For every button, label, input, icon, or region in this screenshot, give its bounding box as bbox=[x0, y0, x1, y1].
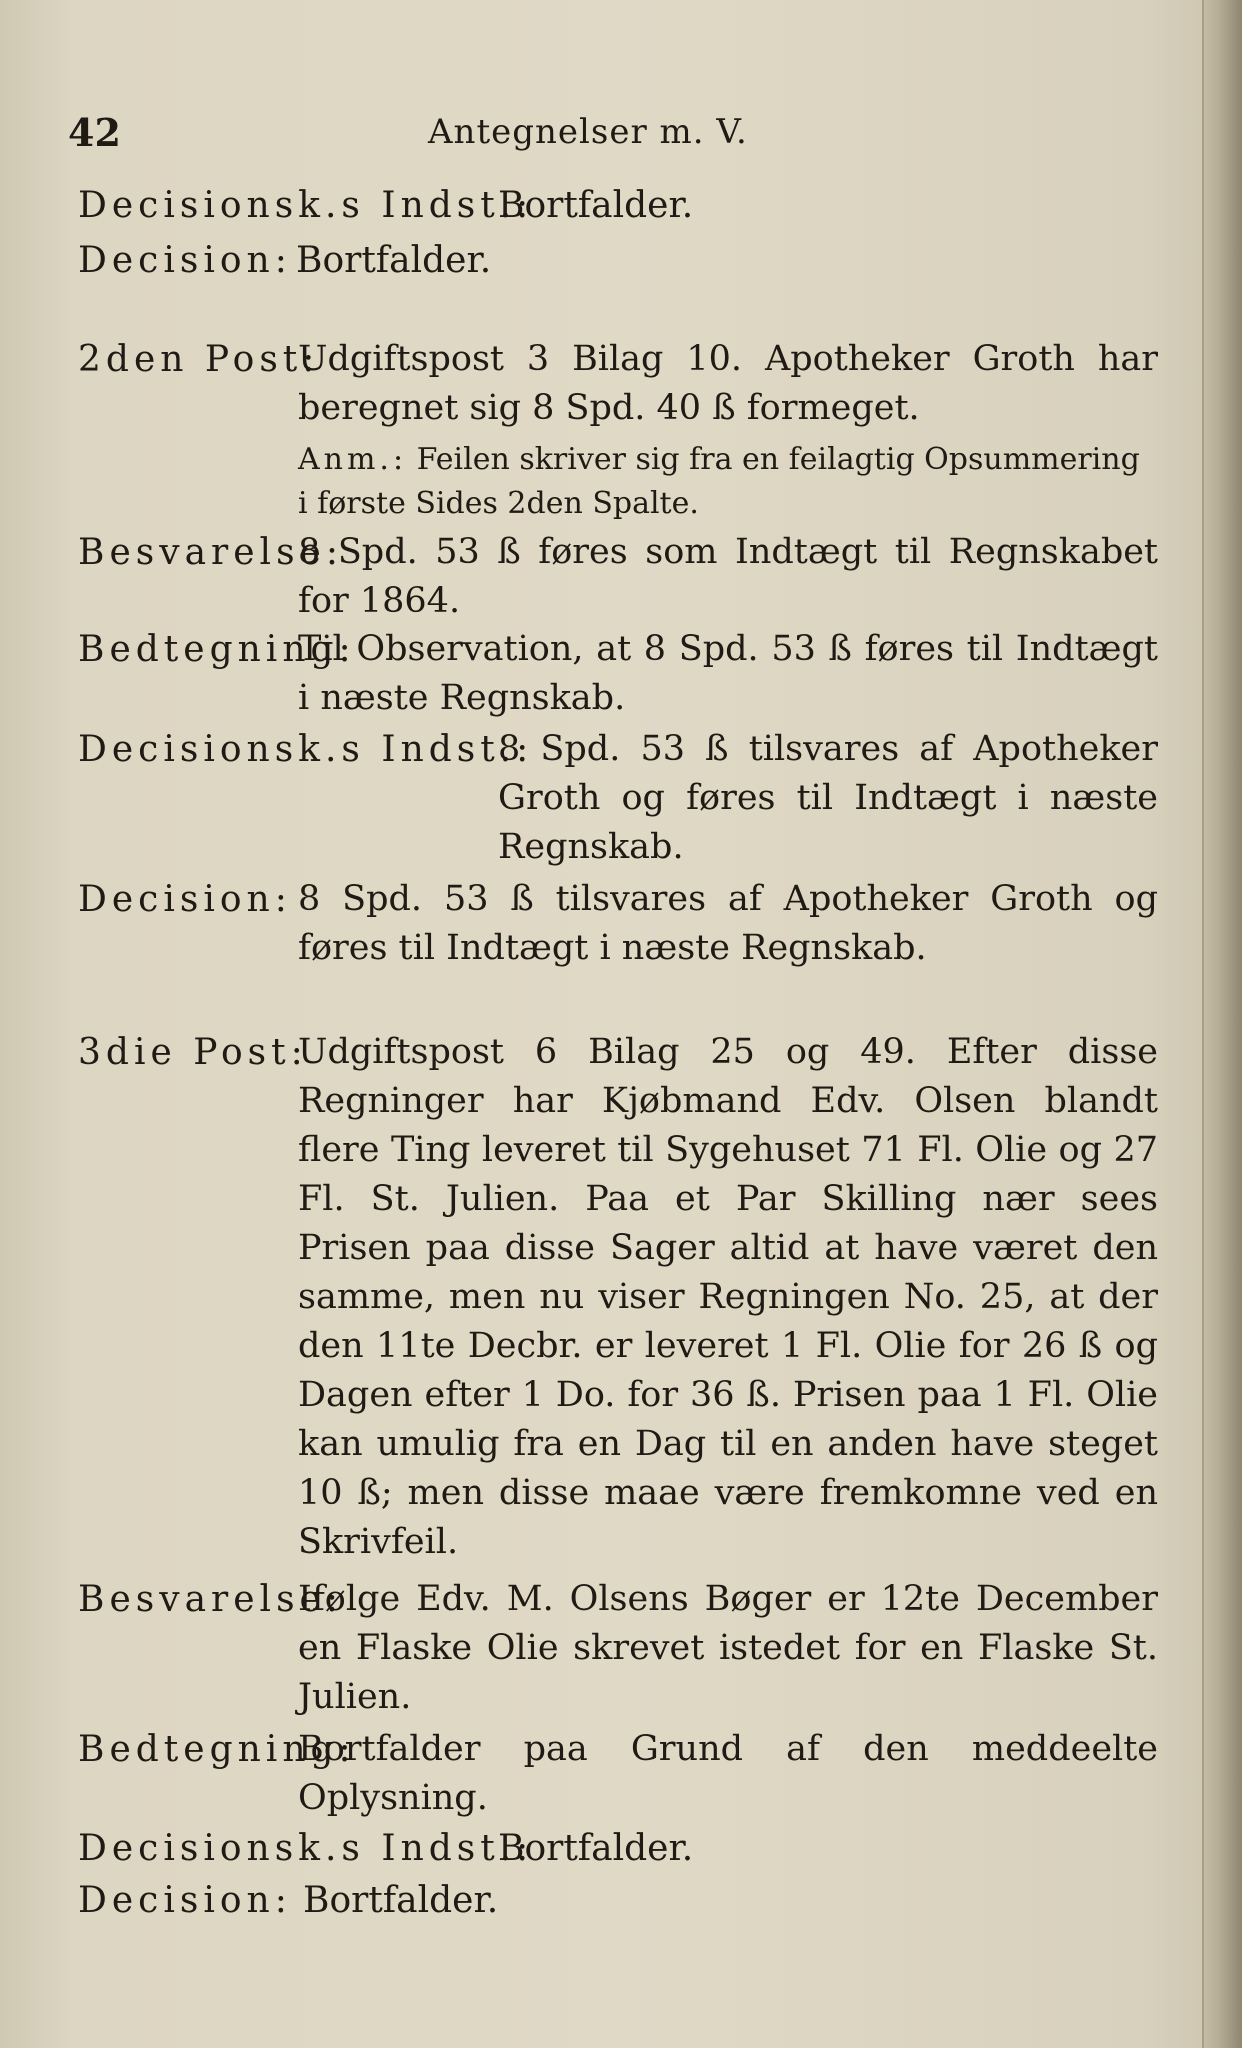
entry-text: Udgiftspost 3 Bilag 10. Apotheker Groth har beregnet sig 8 Spd. 40 ß formeget. bbox=[298, 339, 1158, 428]
entry-text: Bortfalder. bbox=[303, 1880, 499, 1921]
page-header bbox=[68, 110, 1148, 160]
entry-label: Decisionsk.s Indst.: bbox=[78, 1828, 534, 1869]
page-number: 42 bbox=[68, 110, 121, 155]
entry-label: Decisionsk.s Indst.: bbox=[78, 729, 534, 770]
running-head: Antegnelser m. V. bbox=[428, 112, 748, 152]
entry-text: Bortfalder. bbox=[498, 185, 694, 226]
page-fold-line bbox=[1202, 0, 1204, 2048]
entry-text: 8 Spd. 53 ß tilsvares af Apotheker Groth og føres til Indtægt i næste Regnskab. bbox=[298, 879, 1158, 968]
entry-text: Bortfalder paa Grund af den meddeelte Oplysning. bbox=[298, 1729, 1158, 1818]
entry-text: Ifølge Edv. M. Olsens Bøger er 12te December en Flaske Olie skrevet istedet for en Flaske St. Julien. bbox=[298, 1579, 1158, 1717]
entry-text: Bortfalder. bbox=[498, 1828, 694, 1869]
entry-label: Besvarelse: bbox=[78, 1579, 343, 1620]
entry-text: 8 Spd. 53 ß tilsvares af Apotheker Groth og føres til Indtægt i næste Regnskab. bbox=[498, 729, 1158, 867]
entry-label: 2den Post: bbox=[78, 339, 320, 380]
entry-text: Bortfalder. bbox=[296, 240, 492, 281]
entry-label: Decision: bbox=[78, 1880, 292, 1921]
entry-label: Decision: bbox=[78, 879, 292, 920]
note-paragraph bbox=[298, 438, 1148, 526]
note-label: Anm.: bbox=[298, 442, 408, 477]
entry-label: Bedtegning: bbox=[78, 1729, 356, 1770]
entry-label: Decision: bbox=[78, 240, 292, 281]
entry-text: Til Observation, at 8 Spd. 53 ß føres til Indtægt i næste Regnskab. bbox=[298, 629, 1158, 718]
entry-text: 8 Spd. 53 ß føres som Indtægt til Regnskabet for 1864. bbox=[298, 532, 1158, 621]
entry-label: Besvarelse: bbox=[78, 532, 343, 573]
entry-label: Bedtegning: bbox=[78, 629, 356, 670]
entry-label: Decisionsk.s Indst.: bbox=[78, 185, 534, 226]
entry-label: 3die Post: bbox=[78, 1032, 308, 1073]
entry-text: Udgiftspost 6 Bilag 25 og 49. Efter disse Regninger har Kjøbmand Edv. Olsen blandt flere Ting leveret til Sygehuset 71 Fl. Olie og 27 Fl. St. Julien. Paa et Par Skilling nær sees Prisen paa disse Sager altid at have været den samme, men nu viser Regningen No. 25, at der den 11te Decbr. er leveret 1 Fl. Olie for 26 ß og Dagen efter 1 Do. for 36 ß. Prisen paa 1 Fl. Olie kan umulig fra en Dag til en anden have steget 10 ß; men disse maae være fremkomne ved en Skrivfeil. bbox=[298, 1032, 1158, 1562]
note-text: Feilen skriver sig fra en feilagtig Opsummering i første Sides 2den Spalte. bbox=[298, 442, 1140, 521]
page-edge bbox=[1202, 0, 1242, 2048]
